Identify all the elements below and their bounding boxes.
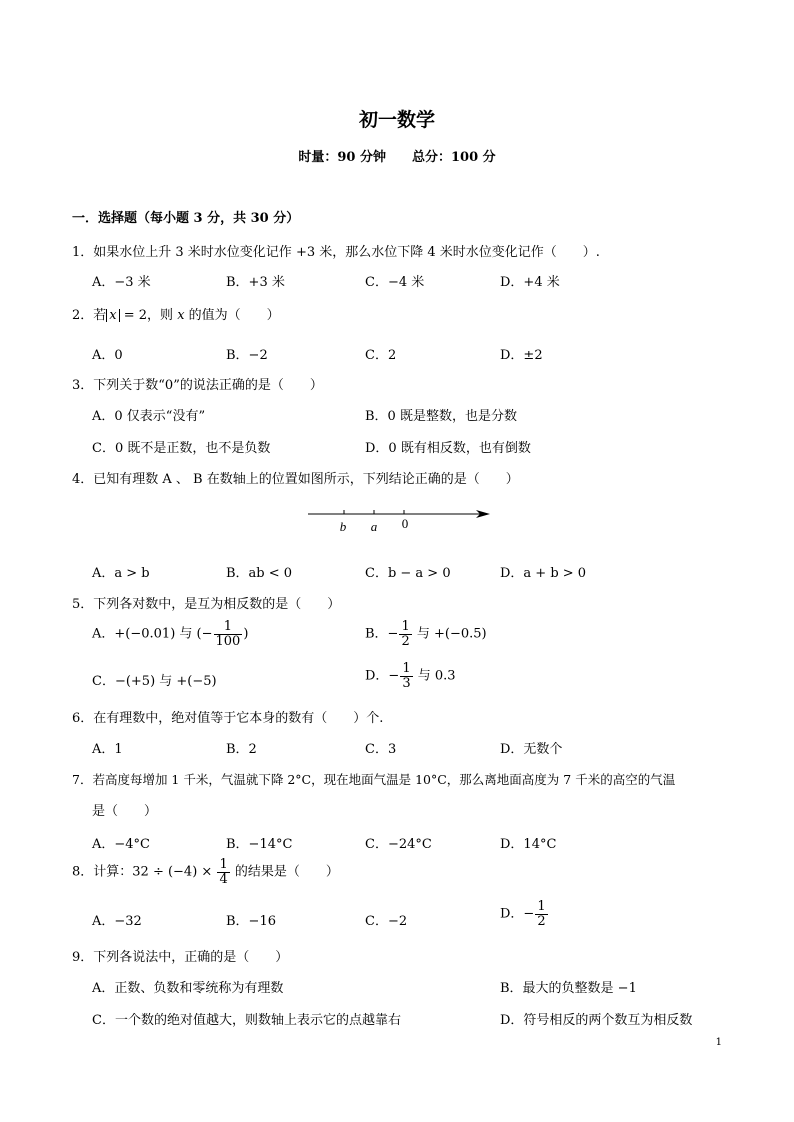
q7-option-b: B．−14°C	[226, 837, 293, 852]
q5-option-b: B．− $\frac{1}{2}$ 与 +(−0.5)	[365, 619, 487, 649]
q9-option-c: C．一个数的绝对值越大，则数轴上表示它的点越靠右	[92, 1013, 401, 1028]
q3-option-b: B．0 既是整数，也是分数	[365, 409, 517, 424]
question-4-stem: 4．已知有理数 A 、 B 在数轴上的位置如图所示，下列结论正确的是（ ）	[72, 472, 519, 487]
q2-option-a: A．0	[92, 348, 123, 363]
q8-option-d: D．− $\frac{1}{2}$	[500, 899, 546, 929]
question-3-stem: 3．下列关于数“0”的说法正确的是（ ）	[72, 378, 323, 393]
question-1-stem: 1．如果水位上升 3 米时水位变化记作 +3 米，那么水位下降 4 米时水位变化记作（ ）.	[72, 245, 600, 260]
q6-option-a: A．1	[92, 742, 123, 757]
q1-option-c: C．−4 米	[365, 275, 425, 290]
q3-option-d: D．0 既有相反数，也有倒数	[365, 441, 531, 456]
q4-option-a: A．a > b	[92, 566, 150, 581]
q9-option-d: D．符号相反的两个数互为相反数	[500, 1013, 693, 1028]
q2-option-b: B．−2	[226, 348, 268, 363]
question-5-stem: 5．下列各对数中，是互为相反数的是（ ）	[72, 597, 341, 612]
q7-option-c: C．−24°C	[365, 837, 432, 852]
question-7-stem-line1: 7．若高度每增加 1 千米，气温就下降 2°C，现在地面气温是 10°C，那么离地面高度为 7 千米的高空的气温	[72, 772, 676, 787]
q9-option-a: A．正数、负数和零统称为有理数	[92, 981, 284, 996]
axis-label-b: b	[339, 519, 347, 534]
question-8-stem: 8．计算：32 ÷ (−4) × $\frac{1}{4}$ 的结果是（ ）	[72, 857, 339, 887]
question-7-stem-line2: 是（ ）	[92, 804, 158, 819]
q3-option-a: A．0 仅表示“没有”	[92, 409, 206, 424]
q5-option-d: D．− $\frac{1}{3}$ 与 0.3	[365, 661, 456, 691]
axis-label-zero: 0	[401, 516, 409, 531]
page-title: 初一数学	[358, 109, 435, 131]
q6-option-c: C．3	[365, 742, 397, 757]
question-2-stem: 2．若 x = 2，则 x 的值为（ ）	[72, 308, 280, 323]
q7-option-a: A．−4°C	[92, 837, 150, 852]
q4-option-b: B．ab < 0	[226, 566, 293, 581]
q8-option-a: A．−32	[92, 914, 142, 929]
q7-option-d: D．14°C	[500, 837, 557, 852]
q5-option-c: C．−(+5) 与 +(−5)	[92, 674, 217, 689]
section-heading: 一．选择题（每小题 3 分，共 30 分）	[72, 211, 300, 226]
q5-option-a: A．+(−0.01) 与 (− $\frac{1}{100}$ )	[92, 619, 249, 649]
q6-option-b: B．2	[226, 742, 257, 757]
q8-option-b: B．−16	[226, 914, 276, 929]
q4-option-d: D．a + b > 0	[500, 566, 587, 581]
question-9-stem: 9．下列各说法中，正确的是（ ）	[72, 950, 289, 965]
question-6-stem: 6．在有理数中，绝对值等于它本身的数有（ ）个.	[72, 711, 384, 726]
exam-info: 时量：90 分钟 总分：100 分	[298, 150, 496, 165]
q2-option-c: C．2	[365, 348, 397, 363]
q1-option-b: B．+3 米	[226, 275, 285, 290]
q6-option-d: D．无数个	[500, 742, 563, 757]
page-number: 1	[715, 1037, 722, 1048]
q9-option-b: B．最大的负整数是 −1	[500, 981, 637, 996]
q4-option-c: C．b − a > 0	[365, 566, 451, 581]
number-line-diagram	[300, 503, 500, 537]
q1-option-a: A．−3 米	[92, 275, 151, 290]
q8-option-c: C．−2	[365, 914, 408, 929]
q2-option-d: D．±2	[500, 348, 543, 363]
q3-option-c: C．0 既不是正数，也不是负数	[92, 441, 271, 456]
axis-label-a: a	[370, 519, 378, 534]
q1-option-d: D．+4 米	[500, 275, 560, 290]
